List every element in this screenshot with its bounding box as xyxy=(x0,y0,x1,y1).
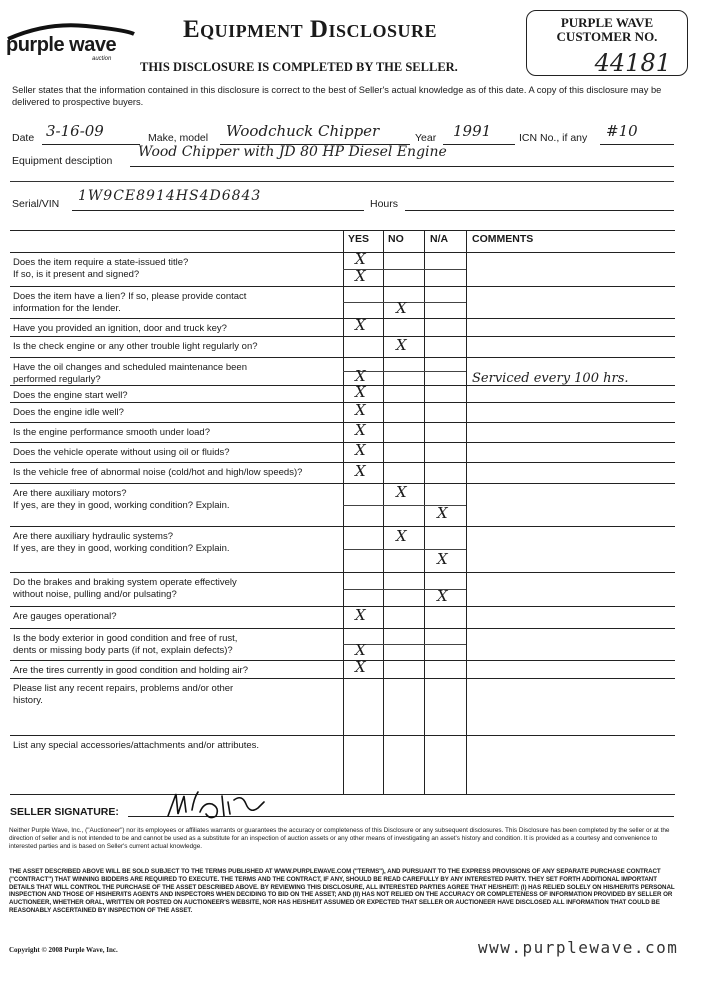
row-divider xyxy=(10,462,675,463)
row-divider xyxy=(10,422,675,423)
website-url[interactable]: www.purplewave.com xyxy=(478,938,679,957)
intro-statement: Seller states that the information contained in this disclosure is correct to the best of Seller's actual knowledge as of this date. A copy of this disclosure may be delivered to prospective buyers. xyxy=(12,85,662,107)
hours-label: Hours xyxy=(370,198,399,210)
checkbox-mark-no[interactable]: X xyxy=(396,483,407,501)
row-divider xyxy=(10,572,675,573)
question-text: Does the item have a lien? If so, please provide contact information for the lender. xyxy=(13,291,247,314)
question-text: Does the engine start well? xyxy=(13,390,128,401)
description-label: Equipment desciption xyxy=(12,155,113,167)
question-text: Please list any recent repairs, problems and/or other history. xyxy=(13,683,234,706)
icn-field[interactable]: #10 xyxy=(600,122,674,145)
customer-number-value[interactable]: 44181 xyxy=(594,49,671,77)
description-field[interactable]: Wood Chipper with JD 80 HP Diesel Engine xyxy=(130,144,674,167)
question-text: Does the item require a state-issued title? If so, is it present and signed? xyxy=(13,257,189,280)
checkbox-mark-no[interactable]: X xyxy=(396,299,407,317)
row-divider xyxy=(10,357,675,358)
checkbox-mark-na[interactable]: X xyxy=(437,550,448,568)
row-divider xyxy=(10,336,675,337)
checkbox-mark-yes[interactable]: X xyxy=(355,316,366,334)
row-divider xyxy=(10,660,675,661)
question-text: Are the tires currently in good condition and holding air? xyxy=(13,665,249,676)
question-text: Is the body exterior in good condition and free of rust, dents or missing body parts (if not, explain defects)? xyxy=(13,633,238,656)
checkbox-mark-yes[interactable]: X xyxy=(355,421,366,439)
row-divider xyxy=(10,628,675,629)
serial-field[interactable]: 1W9CE8914HS4D6843 xyxy=(72,188,364,211)
disclaimer-text: Neither Purple Wave, Inc., ("Auctioneer") nor its employees or affiliates warrants or guarantees the accuracy or completeness of this Disclosure or any subsequent disclosures. This Disclosure has been completed by the seller or at the direction of seller and is not intended to be and cannot be used as a substitute for an inspection of auction assets or any other means of investigating an asset's history and condition. It is provided as a courtesy and convenience to interested parties and is based on Seller's current actual knowledge. xyxy=(9,827,670,850)
header-yes: YES xyxy=(348,233,370,245)
checkbox-mark-na[interactable]: X xyxy=(437,587,448,605)
checkbox-mark-yes[interactable]: X xyxy=(355,441,366,459)
logo-wordmark: purple wave xyxy=(6,34,117,56)
divider xyxy=(10,181,674,182)
checkbox-mark-yes[interactable]: X xyxy=(355,462,366,480)
page-title: Equipment Disclosure xyxy=(183,16,438,43)
question-text: List any special accessories/attachments and/or attributes. xyxy=(13,740,260,751)
checklist-table xyxy=(10,230,675,794)
question-text: Is the vehicle free of abnormal noise (cold/hot and high/low speeds)? xyxy=(13,467,303,478)
checkbox-mark-yes[interactable]: X xyxy=(355,658,366,676)
checkbox-mark-yes[interactable]: X xyxy=(355,367,366,385)
row-divider xyxy=(10,483,675,484)
header-no: NO xyxy=(388,233,404,245)
customer-number-box xyxy=(526,10,688,76)
question-text: Is the engine performance smooth under load? xyxy=(13,427,210,438)
row-divider xyxy=(10,442,675,443)
checkbox-mark-no[interactable]: X xyxy=(396,527,407,545)
checkbox-mark-no[interactable]: X xyxy=(396,336,407,354)
checkbox-mark-yes[interactable]: X xyxy=(355,641,366,659)
question-text: Are there auxiliary hydraulic systems? If yes, are they in good, working condition? Explain. xyxy=(13,531,230,554)
row-divider xyxy=(10,735,675,736)
checkbox-mark-yes[interactable]: X xyxy=(355,267,366,285)
comment-text[interactable]: Serviced every 100 hrs. xyxy=(472,371,629,386)
serial-label: Serial/VIN xyxy=(12,198,60,210)
row-divider xyxy=(10,678,675,679)
checkbox-mark-yes[interactable]: X xyxy=(355,250,366,268)
row-divider xyxy=(10,526,675,527)
checkbox-mark-yes[interactable]: X xyxy=(355,401,366,419)
header-comments: COMMENTS xyxy=(472,233,534,245)
logo-subtext: auction xyxy=(92,56,112,62)
purple-wave-logo xyxy=(6,20,136,68)
year-label: Year xyxy=(415,132,437,144)
copyright: Copyright © 2008 Purple Wave, Inc. xyxy=(9,946,118,954)
date-label: Date xyxy=(12,132,35,144)
question-text: Does the vehicle operate without using oil or fluids? xyxy=(13,447,230,458)
row-divider xyxy=(10,230,675,231)
terms-text: THE ASSET DESCRIBED ABOVE WILL BE SOLD SUBJECT TO THE TERMS PUBLISHED AT WWW.PURPLEWAVE.COM ("TERMS"), AND PURSUANT TO THE EXPRESS PROVISIONS OF ANY SEPARATE PURCHASE CONTRACT ("CONTRACT") THAT WINNING BIDDERS ARE REQUIRED TO EXECUTE. THE TERMS AND THE CONTRACT, IF ANY, SHOULD BE READ CAREFULLY BY ANY INTERESTED PARTY. THEY SET FORTH ADDITIONAL IMPORTANT DETAILS THAT WILL CONTROL THE PURCHASE OF THE ASSET DESCRIBED ABOVE. BY REVIEWING THIS DISCLOSURE, ALL INTERESTED PARTIES AGREE THAT HE/SHE/IT: (I) HAS RELIED SOLELY ON HIS/HER/ITS PERSONAL INSPECTION AND THOSE OF HIS/HER/ITS AGENTS AND INSPECTORS WHEN DECIDING TO BID ON THE ASSET; AND (II) HAS NOT RELIED ON THE ACCURACY OR COMPLETENESS OF INFORMATION PROVIDED BY SELLER OR AUCTIONEER, WHETHER ORAL, WRITTEN OR POSTED ON AUCTIONEER'S WEBSITE, NOR HAS HE/SHE/IT ASSUMED OR EXPECTED THAT SELLER OR AUCTIONEER HAVE DISCLOSED ALL INFORMATION THAT COULD BE REASONABLY ASCERTAINED BY INSPECTION OF THE ASSET. xyxy=(9,868,675,914)
question-text: Have you provided an ignition, door and truck key? xyxy=(13,323,227,334)
question-text: Are there auxiliary motors? If yes, are they in good, working condition? Explain. xyxy=(13,488,230,511)
question-text: Does the engine idle well? xyxy=(13,407,124,418)
question-text: Do the brakes and braking system operate effectively without noise, pulling and/or pulsating? xyxy=(13,577,237,600)
icn-label: ICN No., if any xyxy=(519,132,588,144)
date-field[interactable]: 3-16-09 xyxy=(42,122,140,145)
year-field[interactable]: 1991 xyxy=(443,122,515,145)
checkbox-mark-yes[interactable]: X xyxy=(355,383,366,401)
row-divider xyxy=(10,318,675,319)
seller-signature-label: SELLER SIGNATURE: xyxy=(10,806,119,818)
row-divider xyxy=(10,252,675,253)
page-subtitle: THIS DISCLOSURE IS COMPLETED BY THE SELLER. xyxy=(140,60,458,74)
header-na: N/A xyxy=(430,233,449,245)
question-text: Is the check engine or any other trouble light regularly on? xyxy=(13,341,258,352)
checkbox-mark-yes[interactable]: X xyxy=(355,606,366,624)
question-text: Have the oil changes and scheduled maintenance been performed regularly? xyxy=(13,362,247,385)
make-model-field[interactable]: Woodchuck Chipper xyxy=(220,122,410,145)
row-divider xyxy=(10,402,675,403)
row-divider xyxy=(10,286,675,287)
seller-signature[interactable] xyxy=(164,788,274,824)
hours-field[interactable] xyxy=(405,188,674,211)
row-divider xyxy=(10,794,675,795)
make-label: Make, model xyxy=(148,132,209,144)
question-text: Are gauges operational? xyxy=(13,611,117,622)
checkbox-mark-na[interactable]: X xyxy=(437,504,448,522)
row-divider xyxy=(10,606,675,607)
row-divider xyxy=(10,385,675,386)
customer-number-label: PURPLE WAVE CUSTOMER NO. xyxy=(556,15,658,44)
